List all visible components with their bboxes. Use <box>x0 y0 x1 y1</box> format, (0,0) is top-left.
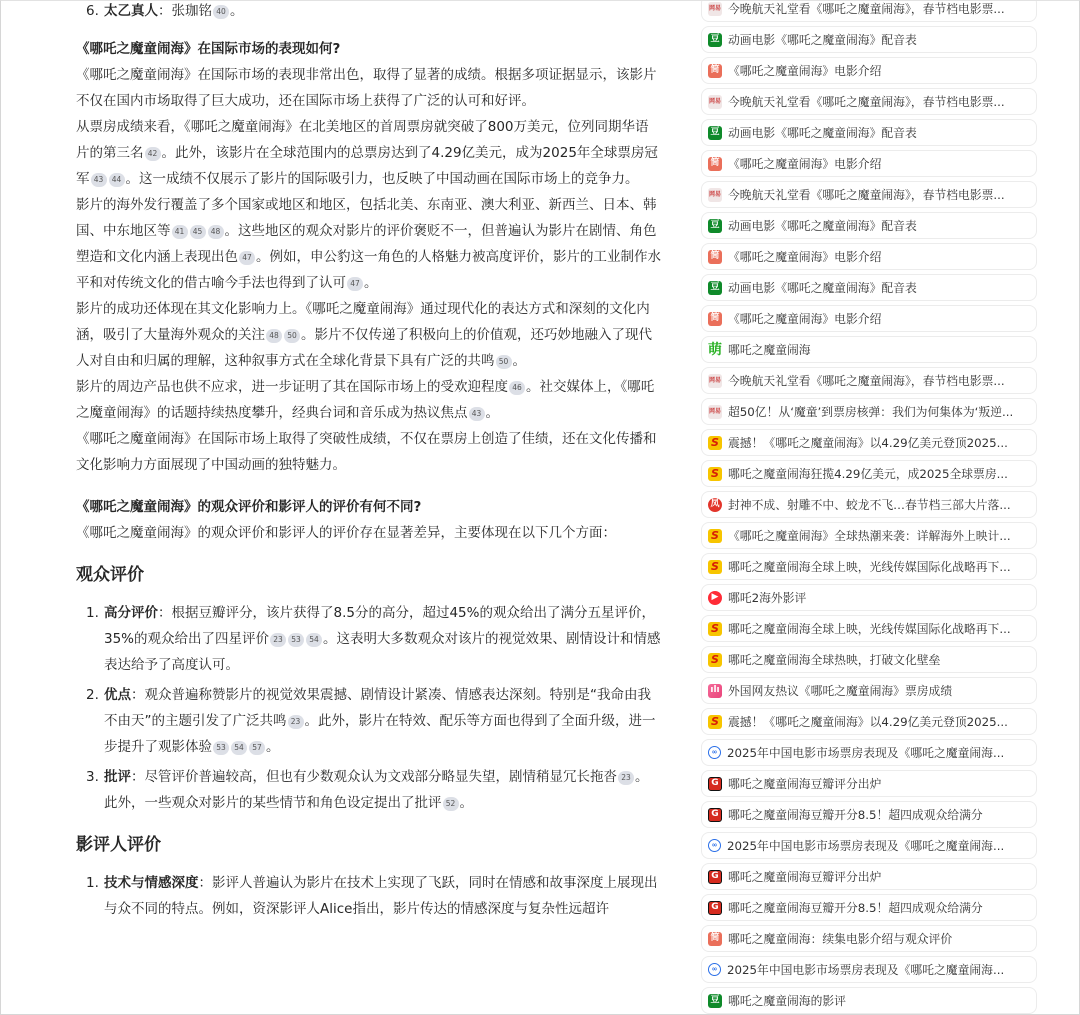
citation-badge[interactable]: 41 <box>172 225 188 239</box>
answer-content <box>76 1 661 926</box>
source-title: 哪吒之魔童闹海：续集电影介绍与观众评价 <box>728 932 953 946</box>
citation-badge[interactable]: 54 <box>231 741 247 755</box>
source-title: 哪吒之魔童闹海豆瓣评分出炉 <box>728 777 882 791</box>
review-item <box>76 870 661 922</box>
source-list <box>701 0 1037 1015</box>
paragraph: 《哪吒之魔童闹海》在国际市场上取得了突破性成绩，不仅在票房上创造了佳绩，还在文化传播和文化影响力方面展现了中国动画的独特魅力。 <box>76 431 657 473</box>
text-run: 。 <box>485 405 499 421</box>
text-run: 。社交媒体上，《哪吒之魔童闹海》的话题持续热度攀升，经典台词和音乐成为热议焦点 <box>76 379 655 421</box>
baidu-icon: ∞ <box>708 746 721 759</box>
citation-badge[interactable]: 53 <box>288 633 304 647</box>
source-item[interactable] <box>701 181 1037 208</box>
source-title: 2025年中国电影市场票房表现及《哪吒之魔童闹海... <box>727 746 1005 760</box>
text-run: 从票房成绩来看，《哪吒之魔童闹海》在北美地区的首周票房就突破了800万美元，位列同期华语片的第三名 <box>76 119 649 161</box>
text-run: 。此外，影片在特效、配乐等方面也得到了全面升级，进一步提升了观影体验 <box>104 713 656 755</box>
list-number: 3. <box>86 769 99 785</box>
source-item[interactable] <box>701 336 1037 363</box>
source-title: 哪吒之魔童闹海 <box>728 343 811 357</box>
source-title: 动画电影《哪吒之魔童闹海》配音表 <box>728 281 917 295</box>
sohu-icon: S <box>708 622 722 636</box>
g-icon: G <box>708 901 722 915</box>
netease-icon: 网易 <box>708 2 722 16</box>
citation-badge[interactable]: 50 <box>284 329 300 343</box>
text-run: 。这表明大多数观众对该片的视觉效果、剧情设计和情感表达给予了高度认可。 <box>104 631 661 673</box>
source-item[interactable] <box>701 987 1037 1014</box>
source-item[interactable] <box>701 0 1037 22</box>
citation-badge[interactable]: 42 <box>145 147 161 161</box>
sohu-icon: S <box>708 715 722 729</box>
source-item[interactable] <box>701 801 1037 828</box>
source-item[interactable] <box>701 26 1037 53</box>
netease-icon: 网易 <box>708 95 722 109</box>
source-title: 震撼！《哪吒之魔童闹海》以4.29亿美元登顶2025... <box>728 715 1008 729</box>
source-title: 哪吒2海外影评 <box>728 591 807 605</box>
actor-name: 张珈铭 <box>171 3 212 19</box>
source-item[interactable] <box>701 863 1037 890</box>
critic-review-list <box>76 870 661 922</box>
source-item[interactable] <box>701 274 1037 301</box>
citation-badge[interactable]: 47 <box>347 277 363 291</box>
source-title: 2025年中国电影市场票房表现及《哪吒之魔童闹海... <box>727 963 1005 977</box>
text-run: 影片的周边产品也供不应求，进一步证明了其在国际市场上的受欢迎程度 <box>76 379 508 395</box>
source-item[interactable] <box>701 367 1037 394</box>
review-item <box>76 764 661 816</box>
source-item[interactable] <box>701 429 1037 456</box>
source-item[interactable] <box>701 57 1037 84</box>
source-item[interactable] <box>701 398 1037 425</box>
sohu-icon: S <box>708 467 722 481</box>
netease-icon: 网易 <box>708 374 722 388</box>
citation-badge[interactable]: 48 <box>266 329 282 343</box>
source-title: 哪吒之魔童闹海豆瓣评分出炉 <box>728 870 882 884</box>
source-item[interactable] <box>701 243 1037 270</box>
citation-badge[interactable]: 45 <box>190 225 206 239</box>
review-item <box>76 600 661 678</box>
jianshu-icon: 简 <box>708 312 722 326</box>
source-item[interactable] <box>701 770 1037 797</box>
source-title: 《哪吒之魔童闹海》电影介绍 <box>728 157 882 171</box>
text-run: 。这一成绩不仅展示了影片的国际吸引力，也反映了中国动画在国际市场上的竞争力。 <box>125 171 639 187</box>
citation-badge[interactable]: 43 <box>469 407 485 421</box>
toutiao-icon: ▶ <box>708 591 722 605</box>
text-run: ：根据豆瓣评分，该片获得了8.5分的高分，超过45%的观众给出了满分五星评价，35%的观众给出了四星评价 <box>104 605 655 647</box>
source-item[interactable] <box>701 522 1037 549</box>
question-heading: 《哪吒之魔童闹海》在国际市场的表现如何? <box>76 41 341 57</box>
item-label: 技术与情感深度 <box>104 875 199 891</box>
text-run: 。此外，该影片在全球范围内的总票房达到了4.29亿美元，成为2025年全球票房冠军 <box>76 145 658 187</box>
source-item[interactable] <box>701 553 1037 580</box>
list-number: 2. <box>86 687 99 703</box>
text-run: ：影评人普遍认为影片在技术上实现了飞跃，同时在情感和故事深度上展现出与众不同的特点。例如，资深影评人Alice指出，影片传达的情感深度与复杂性远超许 <box>104 875 658 917</box>
netease-icon: 网易 <box>708 405 722 419</box>
baidu-icon: ∞ <box>708 963 721 976</box>
sohu-icon: S <box>708 436 722 450</box>
source-item[interactable] <box>701 119 1037 146</box>
douban-icon: 豆 <box>708 33 722 47</box>
citation-badge[interactable]: 46 <box>509 381 525 395</box>
citation-badge[interactable]: 23 <box>618 771 634 785</box>
question-heading: 《哪吒之魔童闹海》的观众评价和影评人的评价有何不同? <box>76 499 422 515</box>
separator: ： <box>158 3 172 19</box>
source-item[interactable] <box>701 460 1037 487</box>
cast-list <box>76 0 661 24</box>
paragraph: 《哪吒之魔童闹海》的观众评价和影评人的评价存在显著差异，主要体现在以下几个方面： <box>76 525 616 541</box>
citation-badge[interactable]: 23 <box>288 715 304 729</box>
douban-icon: 豆 <box>708 994 722 1008</box>
g-icon: G <box>708 808 722 822</box>
g-icon: G <box>708 870 722 884</box>
jianshu-icon: 简 <box>708 157 722 171</box>
source-title: 今晚航天礼堂看《哪吒之魔童闹海》，春节档电影票... <box>728 188 1005 202</box>
citation-badge[interactable]: 54 <box>306 633 322 647</box>
source-title: 哪吒之魔童闹海的影评 <box>728 994 846 1008</box>
jianshu-icon: 简 <box>708 250 722 264</box>
punctuation: 。 <box>230 3 244 19</box>
citation-badge[interactable]: 48 <box>208 225 224 239</box>
source-item[interactable] <box>701 615 1037 642</box>
sohu-icon: S <box>708 653 722 667</box>
source-title: 封神不成、射雕不中、蛟龙不飞…春节档三部大片落... <box>728 498 1011 512</box>
baidu-icon: ∞ <box>708 839 721 852</box>
source-title: 今晚航天礼堂看《哪吒之魔童闹海》，春节档电影票... <box>728 374 1005 388</box>
source-title: 哪吒之魔童闹海豆瓣开分8.5！超四成观众给满分 <box>728 808 983 822</box>
sohu-icon: S <box>708 560 722 574</box>
source-title: 《哪吒之魔童闹海》电影介绍 <box>728 250 882 264</box>
text-run: 。此外，一些观众对影片的某些情节和角色设定提出了批评 <box>104 769 649 811</box>
list-number: 1. <box>86 605 99 621</box>
item-label: 高分评价 <box>104 605 158 621</box>
section-heading-critic: 影评人评价 <box>76 835 161 855</box>
text-run: 。 <box>459 795 473 811</box>
cast-item <box>76 0 661 24</box>
audience-review-list <box>76 600 661 816</box>
source-title: 超50亿！从‘魔童’到票房核弹：我们为何集体为‘叛逆... <box>728 405 1014 419</box>
text-run: 。例如，申公豹这一角色的人格魅力被高度评价，影片的工业制作水平和对传统文化的借古喻今手法也得到了认可 <box>76 249 661 291</box>
list-number: 6. <box>86 3 99 19</box>
paragraph <box>76 114 661 192</box>
sohu-icon: S <box>708 529 722 543</box>
source-item[interactable] <box>701 491 1037 518</box>
item-label: 批评 <box>104 769 131 785</box>
source-item[interactable] <box>701 584 1037 611</box>
source-title: 《哪吒之魔童闹海》全球热潮来袭：详解海外上映计... <box>728 529 1011 543</box>
source-item[interactable] <box>701 88 1037 115</box>
citation-badge[interactable]: 44 <box>109 173 125 187</box>
jianshu-icon: 简 <box>708 932 722 946</box>
review-item <box>76 682 661 760</box>
source-title: 2025年中国电影市场票房表现及《哪吒之魔童闹海... <box>727 839 1005 853</box>
source-title: 哪吒之魔童闹海豆瓣开分8.5！超四成观众给满分 <box>728 901 983 915</box>
source-item[interactable] <box>701 739 1037 766</box>
source-item[interactable] <box>701 305 1037 332</box>
paragraph <box>76 192 661 296</box>
source-item[interactable] <box>701 894 1037 921</box>
source-item[interactable] <box>701 646 1037 673</box>
source-item[interactable] <box>701 832 1037 859</box>
source-title: 动画电影《哪吒之魔童闹海》配音表 <box>728 219 917 233</box>
source-title: 《哪吒之魔童闹海》电影介绍 <box>728 312 882 326</box>
text-run: 影片的海外发行覆盖了多个国家或地区和地区，包括北美、东南亚、澳大利亚、新西兰、日本、韩国、中东地区等 <box>76 197 657 239</box>
paragraph <box>76 374 661 426</box>
source-item[interactable] <box>701 708 1037 735</box>
text-run: 。这些地区的观众对影片的评价褒贬不一，但普遍认为影片在剧情、角色塑造和文化内涵上表现出色 <box>76 223 657 265</box>
text-run: ：尽管评价普遍较高，但也有少数观众认为文戏部分略显失望，剧情稍显冗长拖沓 <box>131 769 617 785</box>
bili-icon: ılı <box>708 684 722 698</box>
source-title: 哪吒之魔童闹海全球热映，打破文化壁垒 <box>728 653 941 667</box>
text-run: 。影片不仅传递了积极向上的价值观，还巧妙地融入了现代人对自由和归属的理解，这种叙事方式在全球化背景下具有广泛的共鸣 <box>76 327 652 369</box>
ifeng-icon: 凤 <box>708 498 722 512</box>
citation-badge[interactable]: 43 <box>91 173 107 187</box>
citation-badge[interactable]: 52 <box>443 797 459 811</box>
citation-badge[interactable]: 57 <box>249 741 265 755</box>
douban-icon: 豆 <box>708 219 722 233</box>
role-name: 太乙真人 <box>104 3 158 19</box>
source-title: 今晚航天礼堂看《哪吒之魔童闹海》，春节档电影票... <box>728 2 1005 16</box>
jianshu-icon: 简 <box>708 64 722 78</box>
text-run: 。 <box>266 739 280 755</box>
paragraph: 《哪吒之魔童闹海》在国际市场的表现非常出色，取得了显著的成绩。根据多项证据显示，该影片不仅在国内市场取得了巨大成功，还在国际市场上获得了广泛的认可和好评。 <box>76 67 657 109</box>
source-item[interactable] <box>701 212 1037 239</box>
source-item[interactable] <box>701 956 1037 983</box>
source-item[interactable] <box>701 677 1037 704</box>
douban-icon: 豆 <box>708 281 722 295</box>
text-run: 。 <box>364 275 378 291</box>
item-label: 优点 <box>104 687 131 703</box>
text-run: 。 <box>512 353 526 369</box>
source-title: 哪吒之魔童闹海全球上映，光线传媒国际化战略再下... <box>728 560 1011 574</box>
source-title: 哪吒之魔童闹海狂揽4.29亿美元，成2025全球票房... <box>728 467 1008 481</box>
source-title: 动画电影《哪吒之魔童闹海》配音表 <box>728 126 917 140</box>
section-heading-audience: 观众评价 <box>76 565 144 585</box>
source-title: 今晚航天礼堂看《哪吒之魔童闹海》，春节档电影票... <box>728 95 1005 109</box>
g-icon: G <box>708 777 722 791</box>
text-run: 影片的成功还体现在其文化影响力上。《哪吒之魔童闹海》通过现代化的表达方式和深刻的文化内涵，吸引了大量海外观众的关注 <box>76 301 650 343</box>
douban-icon: 豆 <box>708 126 722 140</box>
source-title: 动画电影《哪吒之魔童闹海》配音表 <box>728 33 917 47</box>
source-item[interactable] <box>701 925 1037 952</box>
paragraph <box>76 296 661 374</box>
source-title: 《哪吒之魔童闹海》电影介绍 <box>728 64 882 78</box>
source-title: 哪吒之魔童闹海全球上映，光线传媒国际化战略再下... <box>728 622 1011 636</box>
citation-badge[interactable]: 53 <box>213 741 229 755</box>
source-title: 震撼！《哪吒之魔童闹海》以4.29亿美元登顶2025... <box>728 436 1008 450</box>
citation-badge[interactable]: 40 <box>213 5 229 19</box>
citation-badge[interactable]: 50 <box>496 355 512 369</box>
citation-badge[interactable]: 23 <box>270 633 286 647</box>
source-item[interactable] <box>701 150 1037 177</box>
list-number: 1. <box>86 875 99 891</box>
citation-badge[interactable]: 47 <box>239 251 255 265</box>
meng-icon: 萌 <box>708 341 722 358</box>
text-run: ：观众普遍称赞影片的视觉效果震撼、剧情设计紧凑、情感表达深刻。特别是“我命由我不由天”的主题引发了广泛共鸣 <box>104 687 651 729</box>
netease-icon: 网易 <box>708 188 722 202</box>
source-title: 外国网友热议《哪吒之魔童闹海》票房成绩 <box>728 684 953 698</box>
